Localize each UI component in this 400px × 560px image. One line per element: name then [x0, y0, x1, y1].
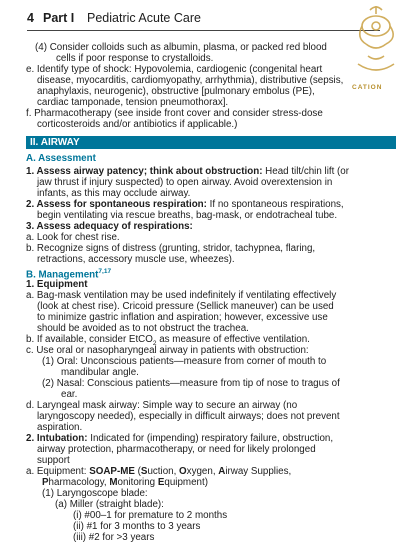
text-run: d. Laryngeal mask airway: Simple way to secure an airway (no [26, 400, 298, 411]
bold-text: O [179, 466, 187, 477]
text-line [26, 433, 333, 444]
text-run: ( [134, 466, 141, 477]
bold-text: Equipment [36, 279, 88, 290]
text-run: cardiac tamponade, tension pneumothorax]. [37, 97, 229, 108]
text-line [42, 477, 208, 488]
text-run: f. Pharmacotherapy (see inside front cover and consider stress-dose [26, 108, 323, 119]
text-run: disease, myocarditis, cardiomyopathy, arrhythmia), distributive (sepsis, [37, 75, 344, 86]
text-line [26, 243, 315, 254]
text-run: (i) #00–1 for premature to 2 months [73, 510, 228, 521]
text-line [35, 42, 327, 53]
part-label: Part I [43, 11, 75, 25]
text-line [26, 221, 193, 232]
text-line [37, 97, 228, 108]
text-run: a. Bag-mask ventilation may be used indefinitely if ventilating effectively [26, 290, 337, 301]
text-run: (1) Oral: Unconscious patients—measure from corner of mouth to [42, 356, 327, 367]
chapter-title: Pediatric Acute Care [87, 11, 201, 25]
text-line [37, 210, 337, 221]
text-line [73, 532, 154, 543]
text-line [56, 53, 213, 64]
text-run: (iii) #2 for >3 years [73, 532, 155, 543]
text-run: (ii) #1 for 3 months to 3 years [73, 521, 201, 532]
bold-text: M [109, 477, 118, 488]
text-run: (look at chest rise). Cricoid pressure (Sellick maneuver) can be used [37, 301, 334, 312]
text-line [42, 378, 340, 389]
running-header [27, 8, 380, 31]
text-run: (a) Miller (straight blade): [55, 499, 164, 510]
text-line [37, 188, 190, 199]
text-line [37, 422, 82, 433]
text-run: begin ventilating via rescue breaths, bag-mask, or endotracheal tube. [37, 210, 338, 221]
text-run: uction, [147, 466, 180, 477]
text-line [26, 345, 309, 356]
text-run: corticosteroids and/or antibiotics if applicable.) [37, 119, 238, 130]
text-run: support [37, 455, 70, 466]
text-run: B. Management [26, 269, 99, 281]
text-run: (1) Laryngoscope blade: [42, 488, 148, 499]
text-line [37, 301, 334, 312]
text-line [37, 177, 332, 188]
text-run: jaw thrust if injury suspected) to open airway. Avoid overextension in [37, 177, 333, 188]
text-run: infants, as this may occlude airway. [37, 188, 191, 199]
text-line [26, 199, 344, 210]
text-run: b. If available, consider EtCO [26, 334, 153, 345]
bold-text: 2. [26, 199, 37, 210]
text-run: as measure of effective ventilation. [156, 334, 310, 345]
text-line [26, 279, 88, 290]
text-line [37, 119, 237, 130]
text-run: ear. [61, 389, 78, 400]
bold-text: 3. [26, 221, 37, 232]
text-run: e. Identify type of shock: Hypovolemia, cardiogenic (congenital heart [26, 64, 323, 75]
text-line [61, 367, 139, 378]
text-line [55, 499, 164, 510]
text-line [26, 232, 120, 243]
text-run: mandibular angle. [61, 367, 139, 378]
text-run: (2) Nasal: Conscious patients—measure from tip of nose to tragus of [42, 378, 340, 389]
text-run: should be avoided as to not obstruct the trachea. [37, 323, 249, 334]
text-run: 2 [152, 339, 157, 347]
text-run: to minimize gastric inflation and aspiration; however, excessive use [37, 312, 328, 323]
text-line [37, 75, 343, 86]
text-run: laryngoscopy needed), especially in difficult airways; does not prevent [37, 411, 340, 422]
text-run: xygen, [186, 466, 219, 477]
text-line [37, 254, 235, 265]
text-line [26, 466, 291, 477]
bold-text: A [218, 466, 226, 477]
text-line [37, 323, 249, 334]
bold-text: Intubation: [36, 433, 88, 444]
text-line [26, 290, 336, 301]
text-run: cells if poor response to crystalloids. [56, 53, 214, 64]
text-run: Head tilt/chin lift (or [262, 166, 350, 177]
text-run: b. Recognize signs of distress (grunting, stridor, tachypnea, flaring, [26, 243, 316, 254]
text-line [37, 455, 70, 466]
bold-text: 1. [26, 166, 37, 177]
bold-text: E [157, 477, 165, 488]
bold-text: S [140, 466, 148, 477]
text-run: 7,17 [98, 268, 112, 275]
text-run: airway protection, pharmacotherapy, or need for likely prolonged [37, 444, 316, 455]
text-run: harmacology, [48, 477, 110, 488]
text-run: Indicated for (impending) respiratory failure, obstruction, [87, 433, 334, 444]
text-run: c. Use oral or nasopharyngeal airway in patients with obstruction: [26, 345, 309, 356]
bold-text: Assess for spontaneous respiration: [36, 199, 207, 210]
text-run: aspiration. [37, 422, 83, 433]
text-line [26, 166, 349, 177]
section-heading-bar [26, 136, 396, 149]
text-line [61, 389, 77, 400]
text-run: A. Assessment [26, 153, 96, 164]
text-run: (4) Consider colloids such as albumin, plasma, or packed red blood [35, 42, 327, 53]
section-heading: II. AIRWAY [30, 137, 80, 148]
text-run: irway Supplies, [225, 466, 292, 477]
text-line [73, 521, 200, 532]
bold-text: 2. [26, 433, 37, 444]
text-line [26, 64, 322, 75]
bold-text: 1. [26, 279, 37, 290]
text-line [37, 411, 340, 422]
text-run: a. Look for chest rise. [26, 232, 120, 243]
text-run: anaphylaxis, neurogenic), obstructive [pulmonary embolus (PE), [37, 86, 315, 97]
text-run: quipment) [164, 477, 208, 488]
text-line [26, 400, 297, 411]
page-number: 4 [27, 11, 34, 25]
text-line [42, 356, 326, 367]
text-line [42, 488, 148, 499]
text-run: a. Equipment: [26, 466, 90, 477]
text-line [73, 510, 227, 521]
watermark-logo-icon [352, 0, 400, 92]
text-line [26, 108, 323, 119]
text-line [37, 312, 328, 323]
subsection-heading [26, 153, 96, 164]
text-run: onitoring [117, 477, 158, 488]
bold-text: Assess airway patency; think about obstruction: [36, 166, 263, 177]
bold-text: Assess adequacy of respirations: [36, 221, 193, 232]
bold-text: SOAP-ME [89, 466, 135, 477]
text-run: retractions, accessory muscle use, wheezes). [37, 254, 235, 265]
bold-text: P [42, 477, 49, 488]
text-line [37, 444, 316, 455]
watermark-text: CATION [352, 84, 383, 91]
text-line [37, 86, 315, 97]
text-run: If no spontaneous respirations, [206, 199, 344, 210]
